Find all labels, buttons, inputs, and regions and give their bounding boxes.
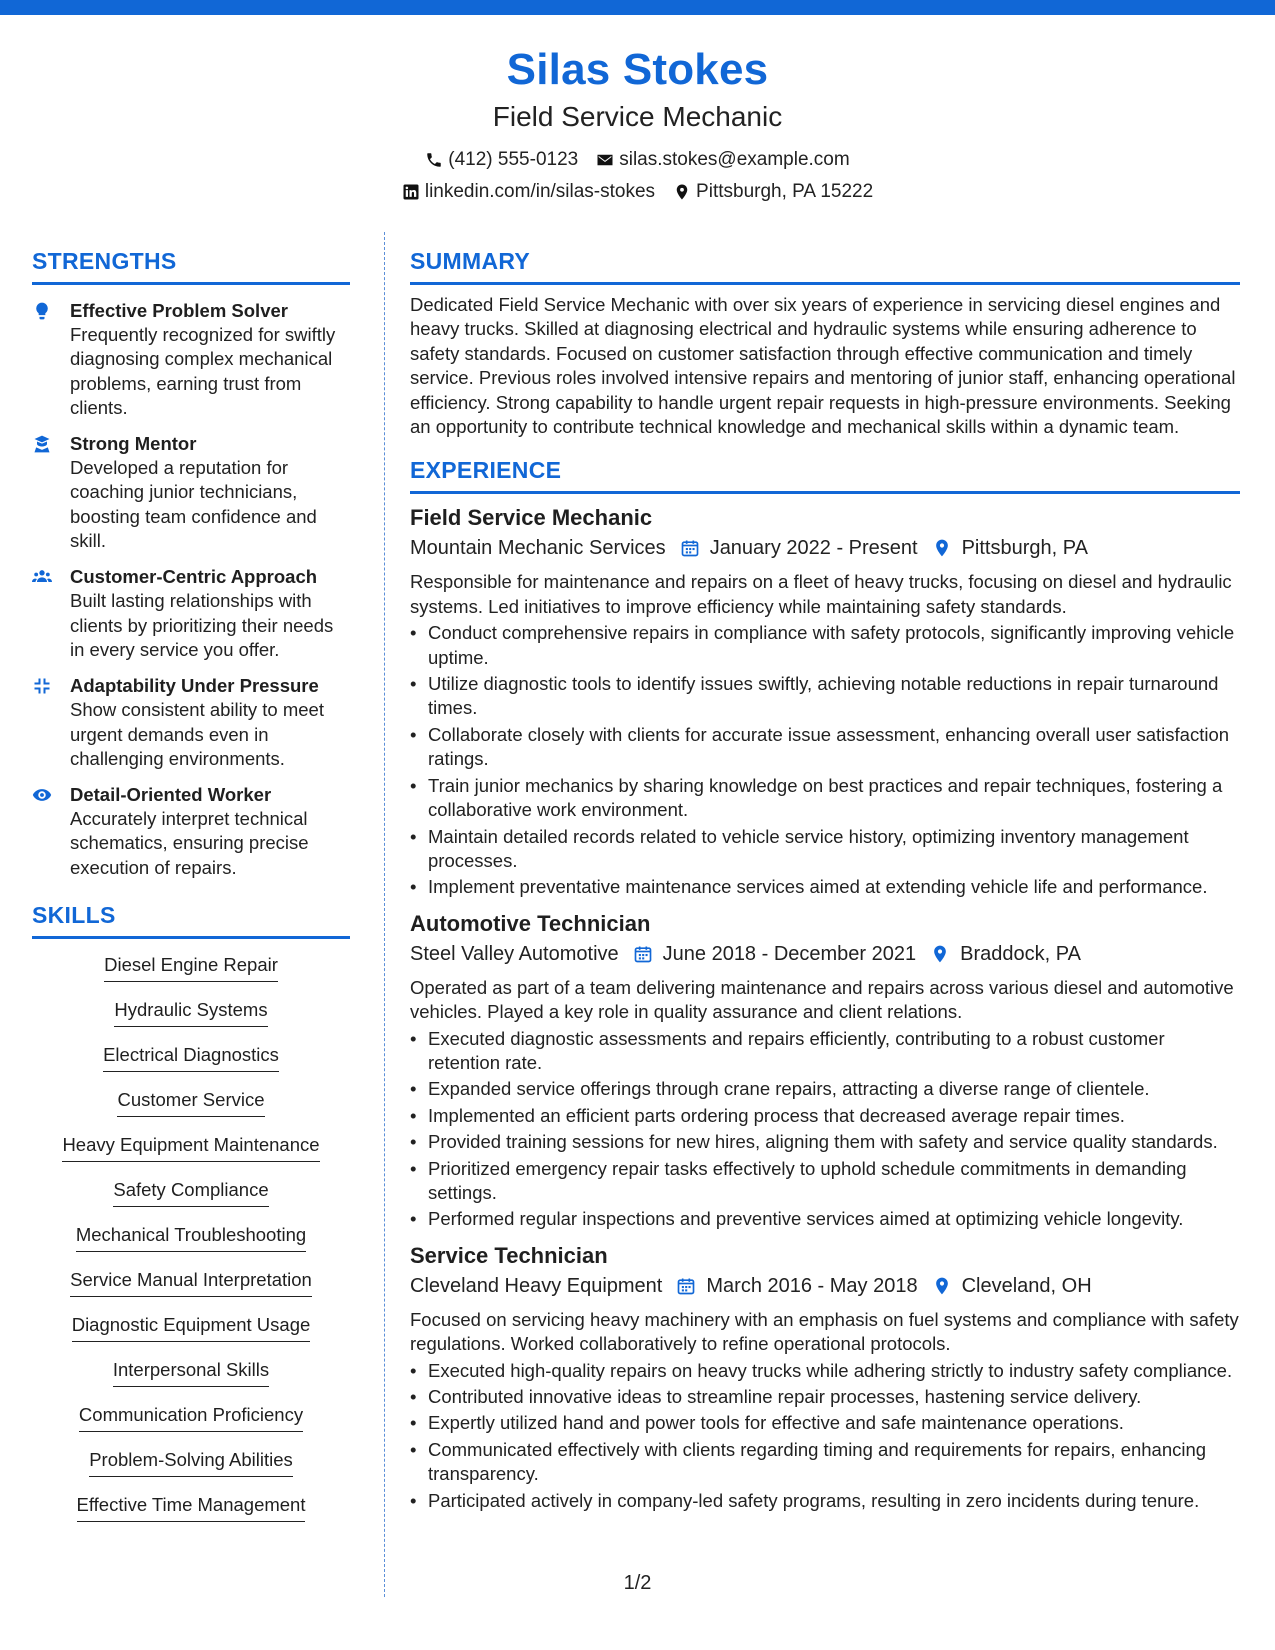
right-column — [410, 246, 1240, 1513]
job-bullet: • Prioritized emergency repair tasks effectively to uphold schedule commitments in demanding settings. — [428, 1157, 1240, 1206]
envelope-icon — [596, 151, 614, 169]
map-pin-icon — [930, 944, 950, 964]
job-meta — [410, 1272, 1240, 1300]
strength-desc: Frequently recognized for swiftly diagnosing complex mechanical problems, earning trust from clients. — [70, 324, 336, 418]
summary-text: Dedicated Field Service Mechanic with over six years of experience in servicing diesel engines and heavy trucks. Skilled at diagnosing electrical and hydraulic systems while ensuring adherence to safety standards. Focused on customer satisfaction through effective communication and timely service. Previous roles involved intensive repairs and mentoring of junior staff, enhancing operational efficiency. Strong capability to handle urgent repair requests in high-pressure environments. Seeking an opportunity to contribute technical knowledge and mechanical skills within a dynamic team. — [410, 294, 1236, 438]
strength-item — [32, 432, 350, 553]
job-description: Operated as part of a team delivering maintenance and repairs across various diesel and automotive vehicles. Played a key role in quality assurance and client relations. — [410, 976, 1234, 1023]
job-bullet: • Expanded service offerings through crane repairs, attracting a diverse range of clientele. — [428, 1077, 1240, 1101]
skills-heading: SKILLS — [32, 902, 116, 929]
skill-tag: Heavy Equipment Maintenance — [62, 1133, 319, 1162]
job-company: Steel Valley Automotive — [410, 942, 619, 965]
job-location: Pittsburgh, PA — [961, 537, 1088, 560]
job-bullet: • Participated actively in company-led safety programs, resulting in zero incidents during tenure. — [428, 1489, 1240, 1513]
strength-item — [32, 565, 350, 662]
job-bullet: • Communicated effectively with clients regarding timing and requirements for repairs, enhancing transparency. — [428, 1438, 1240, 1487]
summary-section — [410, 246, 1240, 439]
strength-title: Strong Mentor — [70, 433, 197, 455]
location-text: Pittsburgh, PA 15222 — [696, 181, 874, 202]
job-location: Braddock, PA — [960, 942, 1081, 965]
job-bullet: • Utilize diagnostic tools to identify issues swiftly, achieving notable reductions in repair turnaround times. — [428, 672, 1240, 721]
summary-heading: SUMMARY — [410, 248, 531, 274]
job-bullet: • Train junior mechanics by sharing knowledge on best practices and repair techniques, fostering a collaborative work environment. — [428, 774, 1240, 823]
eye-icon — [32, 785, 52, 805]
job-bullet: • Maintain detailed records related to vehicle service history, optimizing inventory management processes. — [428, 825, 1240, 874]
job-bullet: • Contributed innovative ideas to streamline repair processes, hastening service delivery. — [428, 1385, 1240, 1409]
linkedin-text: linkedin.com/in/silas-stokes — [424, 181, 656, 202]
strengths-list — [32, 299, 350, 880]
skill-tag: Electrical Diagnostics — [103, 1043, 279, 1072]
contact-email[interactable] — [596, 148, 849, 172]
job-title: Automotive Technician — [410, 910, 651, 936]
strength-item — [32, 674, 350, 771]
contact-location — [673, 180, 873, 204]
calendar-icon — [633, 944, 653, 964]
job-entry — [410, 1242, 1240, 1513]
job-bullets — [410, 1359, 1240, 1513]
job-entry — [410, 910, 1240, 1232]
skill-tag: Problem-Solving Abilities — [89, 1448, 293, 1477]
phone-icon — [425, 151, 443, 169]
strengths-section — [32, 246, 350, 880]
job-bullet: • Conduct comprehensive repairs in compliance with safety protocols, significantly improving vehicle uptime. — [428, 621, 1240, 670]
job-company: Cleveland Heavy Equipment — [410, 1274, 663, 1297]
experience-section — [410, 455, 1240, 1513]
job-entry — [410, 504, 1240, 899]
strength-title: Customer-Centric Approach — [70, 566, 318, 588]
phone-text: (412) 555-0123 — [448, 149, 579, 170]
column-divider — [384, 232, 385, 1597]
skill-tag: Diagnostic Equipment Usage — [72, 1313, 311, 1342]
strength-item — [32, 299, 350, 420]
skill-tag: Hydraulic Systems — [114, 998, 267, 1027]
compress-icon — [32, 676, 52, 696]
contact-phone[interactable] — [425, 148, 578, 172]
skills-list — [32, 953, 350, 1538]
strength-title: Effective Problem Solver — [70, 300, 288, 321]
experience-rule — [410, 491, 1240, 494]
resume-header — [0, 42, 1275, 204]
job-bullet: • Implement preventative maintenance services aimed at extending vehicle life and performance. — [428, 875, 1240, 899]
users-icon — [32, 567, 52, 587]
job-description: Responsible for maintenance and repairs on a fleet of heavy trucks, focusing on diesel and hydraulic systems. Led initiatives to improve efficiency while maintaining safety standards. — [410, 571, 1232, 617]
map-pin-icon — [673, 183, 691, 201]
contact-row-1 — [0, 148, 1275, 172]
job-bullet: • Collaborate closely with clients for accurate issue assessment, enhancing overall user satisfaction ratings. — [428, 723, 1240, 772]
top-accent-bar — [0, 0, 1275, 15]
job-title: Field Service Mechanic — [410, 505, 653, 531]
summary-rule — [410, 282, 1240, 285]
strengths-rule — [32, 282, 350, 285]
job-dates: June 2018 - December 2021 — [662, 942, 917, 965]
strength-desc: Developed a reputation for coaching junior technicians, boosting team confidence and skill. — [70, 457, 317, 552]
linkedin-icon — [402, 183, 420, 201]
job-meta — [410, 940, 1240, 968]
contact-row-2 — [0, 180, 1275, 204]
candidate-title: Field Service Mechanic — [492, 101, 783, 132]
job-bullets — [410, 621, 1240, 899]
strength-desc: Built lasting relationships with clients by prioritizing their needs in every service you offer. — [70, 590, 334, 660]
strength-item — [32, 783, 350, 880]
lightbulb-icon — [32, 301, 52, 321]
left-column — [32, 246, 350, 1538]
skill-tag: Service Manual Interpretation — [70, 1268, 312, 1297]
candidate-name: Silas Stokes — [506, 45, 769, 94]
graduate-icon — [32, 434, 52, 454]
skill-tag: Diesel Engine Repair — [104, 953, 278, 982]
skills-section — [32, 900, 350, 1538]
strength-title: Adaptability Under Pressure — [70, 675, 319, 697]
job-description: Focused on servicing heavy machinery with an emphasis on fuel systems and compliance with safety regulations. Worked collaboratively to refine operational protocols. — [410, 1308, 1239, 1355]
job-meta — [410, 534, 1240, 562]
job-dates: January 2022 - Present — [709, 537, 918, 560]
strength-desc: Show consistent ability to meet urgent demands even in challenging environments. — [70, 699, 324, 769]
job-company: Mountain Mechanic Services — [410, 537, 666, 560]
job-location: Cleveland, OH — [961, 1274, 1092, 1297]
page-number: 1/2 — [623, 1572, 652, 1594]
experience-heading: EXPERIENCE — [410, 457, 562, 484]
skill-tag: Safety Compliance — [113, 1178, 268, 1207]
job-bullet: • Executed high-quality repairs on heavy trucks while adhering strictly to industry safety compliance. — [428, 1359, 1240, 1383]
calendar-icon — [676, 1276, 696, 1296]
job-dates: March 2016 - May 2018 — [706, 1274, 918, 1297]
strength-title: Detail-Oriented Worker — [70, 784, 272, 806]
job-bullet: • Implemented an efficient parts ordering process that decreased average repair times. — [428, 1104, 1240, 1128]
experience-list — [410, 504, 1240, 1513]
skill-tag: Mechanical Troubleshooting — [76, 1223, 306, 1252]
job-bullet: • Executed diagnostic assessments and repairs efficiently, contributing to a robust customer retention rate. — [428, 1027, 1240, 1076]
map-pin-icon — [932, 538, 952, 558]
job-bullet: • Provided training sessions for new hires, aligning them with safety and service quality standards. — [428, 1130, 1240, 1154]
contact-linkedin[interactable] — [402, 180, 655, 204]
strengths-heading: STRENGTHS — [32, 248, 177, 274]
map-pin-icon — [932, 1276, 952, 1296]
skill-tag: Customer Service — [117, 1088, 264, 1117]
skills-rule — [32, 936, 350, 939]
skill-tag: Communication Proficiency — [79, 1403, 303, 1432]
job-title: Service Technician — [410, 1242, 608, 1268]
skill-tag: Interpersonal Skills — [113, 1358, 269, 1387]
strength-desc: Accurately interpret technical schematics, ensuring precise execution of repairs. — [70, 808, 309, 878]
calendar-icon — [680, 538, 700, 558]
email-text: silas.stokes@example.com — [619, 149, 850, 170]
job-bullet: • Expertly utilized hand and power tools for effective and safe maintenance operations. — [428, 1411, 1240, 1435]
job-bullets — [410, 1027, 1240, 1232]
job-bullet: • Performed regular inspections and preventive services aimed at optimizing vehicle longevity. — [428, 1207, 1240, 1231]
skill-tag: Effective Time Management — [77, 1493, 306, 1522]
